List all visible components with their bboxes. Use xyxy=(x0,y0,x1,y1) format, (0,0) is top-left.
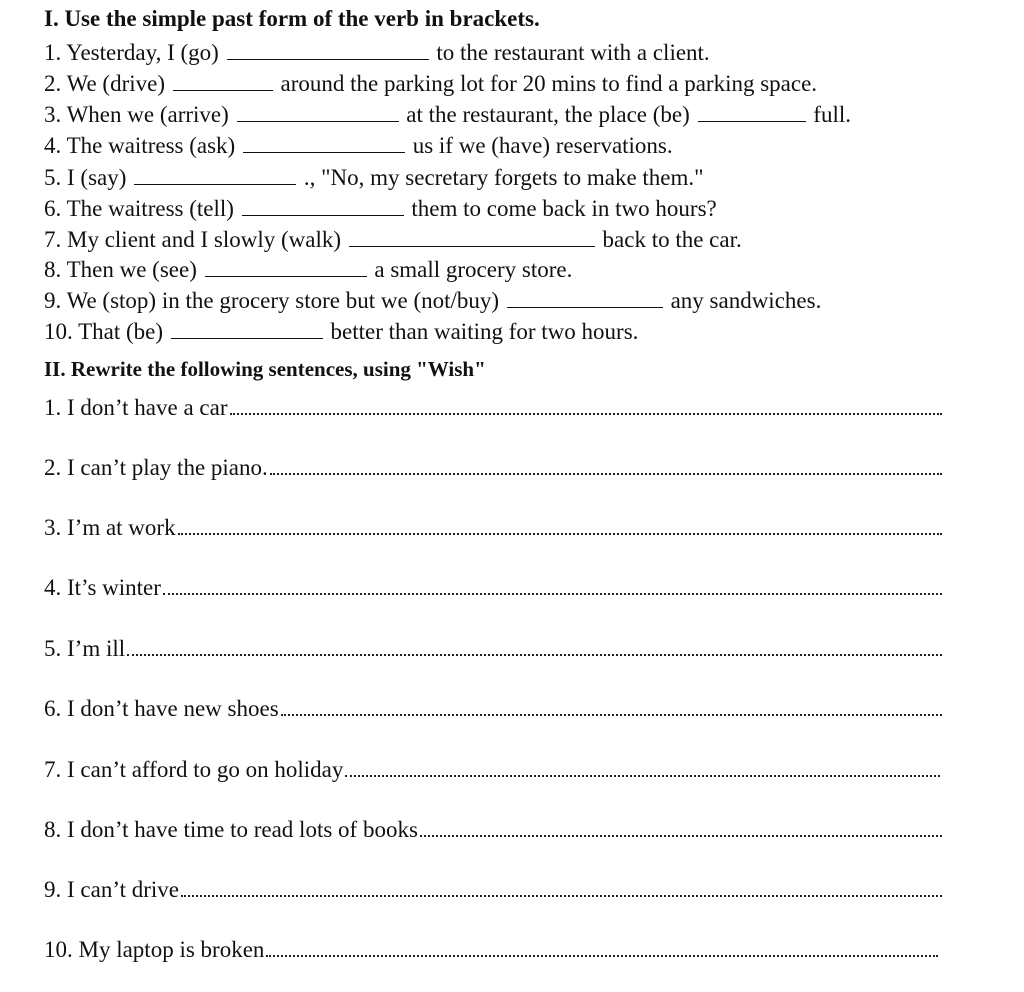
answer-dotted-line[interactable] xyxy=(181,873,942,897)
item-text: at the restaurant, the place (be) xyxy=(406,102,690,127)
answer-blank[interactable] xyxy=(205,254,367,277)
item-text: around the parking lot for 20 mins to find a parking space. xyxy=(280,71,818,96)
item-text: them to come back in two hours? xyxy=(411,196,717,221)
answer-dotted-line[interactable] xyxy=(163,571,942,595)
exercise2-item xyxy=(44,451,942,485)
exercise1-item xyxy=(44,316,638,346)
item-text: I can’t afford to go on holiday xyxy=(67,757,344,782)
exercise1-item xyxy=(44,254,572,284)
answer-dotted-line[interactable] xyxy=(266,933,938,957)
item-text: My client and I slowly (walk) xyxy=(67,227,342,252)
item-text: Then we (see) xyxy=(66,257,197,282)
item-number: 8. xyxy=(44,257,62,282)
exercise2-item xyxy=(44,813,942,847)
exercise2-item xyxy=(44,391,942,425)
item-number: 6. xyxy=(44,196,62,221)
item-number: 10. xyxy=(44,937,73,962)
item-text: Yesterday, I (go) xyxy=(66,40,219,65)
item-text: a small grocery store. xyxy=(374,257,573,282)
item-number: 1. xyxy=(44,395,62,420)
item-number: 5. xyxy=(44,636,62,661)
item-text: That (be) xyxy=(78,319,164,344)
answer-blank[interactable] xyxy=(173,68,273,91)
item-number: 3. xyxy=(44,102,62,127)
item-text: We (stop) in the grocery store but we (not/buy) xyxy=(66,288,500,313)
item-number: 1. xyxy=(44,40,62,65)
exercise1-item xyxy=(44,193,717,223)
exercise2-item xyxy=(44,692,942,726)
item-text: The waitress (ask) xyxy=(66,133,236,158)
answer-blank[interactable] xyxy=(134,162,296,185)
exercise1-item xyxy=(44,99,851,129)
answer-blank[interactable] xyxy=(507,285,663,308)
answer-dotted-line[interactable] xyxy=(281,692,942,716)
item-text: I don’t have new shoes xyxy=(67,696,279,721)
item-text: ., "No, my secretary forgets to make them." xyxy=(303,165,704,190)
answer-blank[interactable] xyxy=(171,316,323,339)
item-text: back to the car. xyxy=(602,227,742,252)
exercise2-item xyxy=(44,511,942,545)
item-number: 4. xyxy=(44,133,62,158)
answer-blank[interactable] xyxy=(243,130,405,153)
item-number: 6. xyxy=(44,696,62,721)
item-text: I can’t play the piano. xyxy=(67,455,268,480)
item-text: I (say) xyxy=(67,165,127,190)
answer-dotted-line[interactable] xyxy=(178,511,942,535)
item-text: I’m ill xyxy=(67,636,126,661)
item-text: full. xyxy=(813,102,851,127)
exercise1-item xyxy=(44,68,817,98)
answer-blank[interactable] xyxy=(698,99,806,122)
item-text: any sandwiches. xyxy=(670,288,822,313)
section1-heading: I. Use the simple past form of the verb in brackets. xyxy=(44,6,540,31)
exercise2-item xyxy=(44,632,942,666)
exercise1-item xyxy=(44,37,710,67)
item-number: 7. xyxy=(44,227,62,252)
item-text: When we (arrive) xyxy=(66,102,229,127)
answer-blank[interactable] xyxy=(227,37,429,60)
answer-dotted-line[interactable] xyxy=(345,753,940,777)
item-number: 7. xyxy=(44,757,62,782)
exercise1-item xyxy=(44,130,673,160)
answer-blank[interactable] xyxy=(242,193,404,216)
item-number: 2. xyxy=(44,455,62,480)
exercise1-item xyxy=(44,162,704,192)
answer-dotted-line[interactable] xyxy=(127,632,942,656)
item-number: 5. xyxy=(44,165,62,190)
item-text: My laptop is broken xyxy=(78,937,265,962)
item-text: to the restaurant with a client. xyxy=(436,40,710,65)
item-text: us if we (have) reservations. xyxy=(412,133,673,158)
section2-heading: II. Rewrite the following sentences, using "Wish" xyxy=(44,357,486,381)
exercise1-item xyxy=(44,285,821,315)
exercise2-item xyxy=(44,753,940,787)
item-text: The waitress (tell) xyxy=(66,196,234,221)
item-text: I’m at work xyxy=(67,515,176,540)
answer-blank[interactable] xyxy=(237,99,399,122)
item-text: I don’t have a car xyxy=(67,395,228,420)
item-text: I can’t drive xyxy=(67,877,179,902)
item-number: 9. xyxy=(44,288,62,313)
answer-blank[interactable] xyxy=(349,224,595,247)
item-number: 2. xyxy=(44,71,62,96)
exercise2-item xyxy=(44,933,938,967)
item-text: It’s winter xyxy=(67,575,161,600)
item-number: 8. xyxy=(44,817,62,842)
answer-dotted-line[interactable] xyxy=(270,451,942,475)
item-number: 9. xyxy=(44,877,62,902)
item-text: We (drive) xyxy=(66,71,165,96)
item-text: better than waiting for two hours. xyxy=(330,319,639,344)
item-number: 3. xyxy=(44,515,62,540)
item-number: 4. xyxy=(44,575,62,600)
item-number: 10. xyxy=(44,319,73,344)
exercise2-item xyxy=(44,571,942,605)
answer-dotted-line[interactable] xyxy=(420,813,942,837)
item-text: I don’t have time to read lots of books xyxy=(67,817,418,842)
answer-dotted-line[interactable] xyxy=(230,391,943,415)
exercise2-item xyxy=(44,873,942,907)
exercise1-item xyxy=(44,224,742,254)
